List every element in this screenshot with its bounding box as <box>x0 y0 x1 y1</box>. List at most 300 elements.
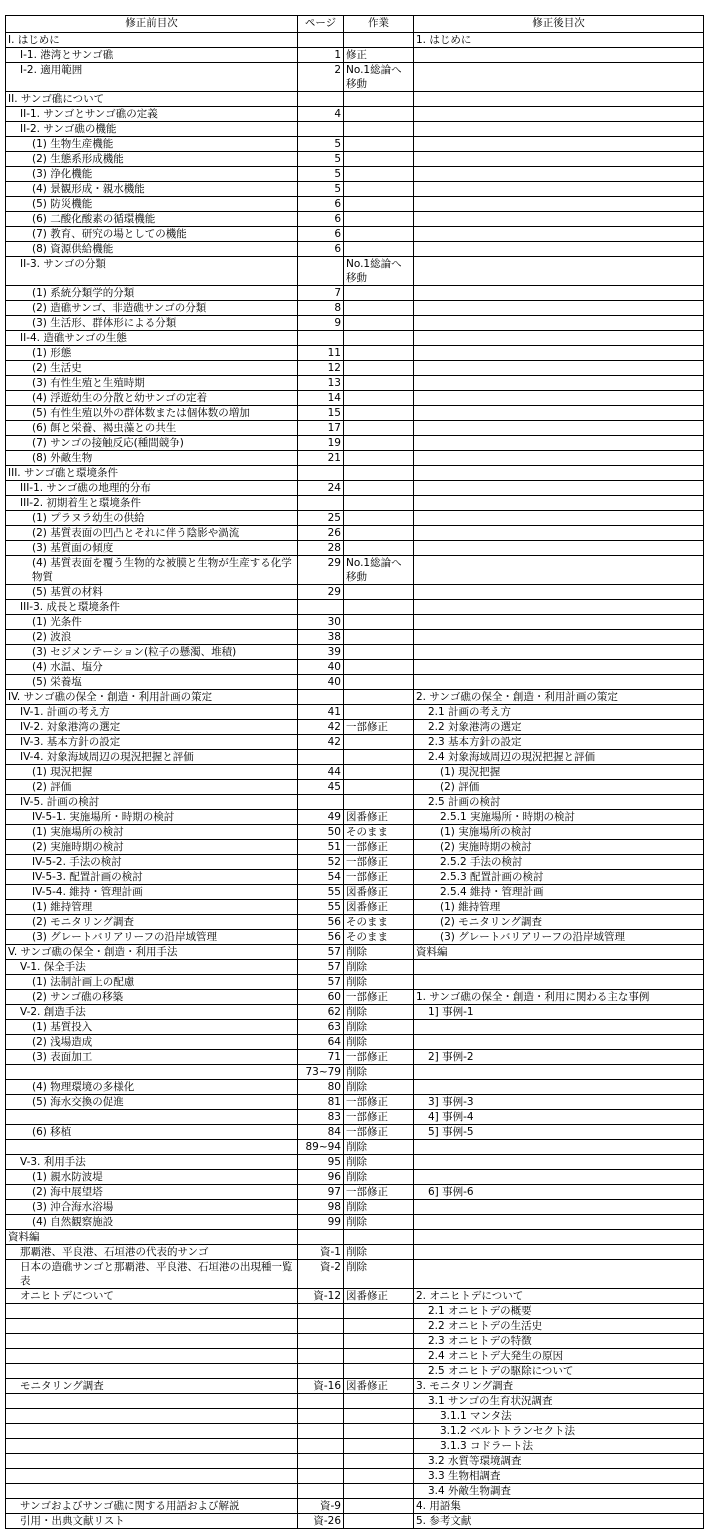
action-cell <box>344 331 414 346</box>
action-cell <box>344 152 414 167</box>
page-cell <box>298 1349 344 1364</box>
action-cell <box>344 1409 414 1424</box>
before-title-cell: (2) 生態系形成機能 <box>6 152 298 167</box>
page-cell: 17 <box>298 421 344 436</box>
page-cell <box>298 466 344 481</box>
after-title-cell <box>414 421 704 436</box>
after-title-cell <box>414 346 704 361</box>
page-cell: 51 <box>298 840 344 855</box>
action-cell: 修正 <box>344 48 414 63</box>
action-cell: 図番修正 <box>344 885 414 900</box>
after-title-cell <box>414 585 704 600</box>
after-title-cell: 2.5.3 配置計画の検討 <box>414 870 704 885</box>
before-title-cell: (3) グレートバリアリーフの沿岸域管理 <box>6 930 298 945</box>
after-title-cell: (1) 現況把握 <box>414 765 704 780</box>
action-cell: 削除 <box>344 1140 414 1155</box>
after-title-cell: 2. オニヒトデについて <box>414 1289 704 1304</box>
page-cell: 6 <box>298 242 344 257</box>
page-cell: 42 <box>298 735 344 750</box>
before-title-cell: (2) サンゴ礁の移築 <box>6 990 298 1005</box>
page-cell: 64 <box>298 1035 344 1050</box>
page-cell <box>298 331 344 346</box>
before-title-cell <box>6 1319 298 1334</box>
action-cell <box>344 316 414 331</box>
page-cell: 6 <box>298 197 344 212</box>
table-row <box>6 331 704 346</box>
before-title-cell <box>6 1439 298 1454</box>
table-row <box>6 1065 704 1080</box>
before-title-cell: IV-5. 計画の検討 <box>6 795 298 810</box>
after-title-cell: 4] 事例-4 <box>414 1110 704 1125</box>
table-row <box>6 541 704 556</box>
action-cell: 一部修正 <box>344 990 414 1005</box>
table-row <box>6 990 704 1005</box>
page-cell <box>298 33 344 48</box>
action-cell <box>344 795 414 810</box>
action-cell <box>344 137 414 152</box>
page-cell: 57 <box>298 960 344 975</box>
action-cell <box>344 242 414 257</box>
after-title-cell <box>414 556 704 585</box>
table-row <box>6 675 704 690</box>
action-cell: 一部修正 <box>344 1095 414 1110</box>
table-row <box>6 690 704 705</box>
after-title-cell <box>414 1230 704 1245</box>
before-title-cell: (2) 波浪 <box>6 630 298 645</box>
page-cell: 5 <box>298 152 344 167</box>
before-title-cell: V-3. 利用手法 <box>6 1155 298 1170</box>
action-cell: No.1総論へ移動 <box>344 63 414 92</box>
action-cell <box>344 735 414 750</box>
action-cell <box>344 1364 414 1379</box>
page-cell: 15 <box>298 406 344 421</box>
table-row <box>6 660 704 675</box>
table-row <box>6 750 704 765</box>
page-cell: 資-16 <box>298 1379 344 1394</box>
action-cell: そのまま <box>344 930 414 945</box>
before-title-cell <box>6 1424 298 1439</box>
before-title-cell: (2) 評価 <box>6 780 298 795</box>
page-cell <box>298 1394 344 1409</box>
table-row <box>6 257 704 286</box>
before-title-cell <box>6 1469 298 1484</box>
after-title-cell <box>414 63 704 92</box>
page-cell <box>298 257 344 286</box>
action-cell <box>344 526 414 541</box>
after-title-cell <box>414 107 704 122</box>
after-title-cell <box>414 496 704 511</box>
after-title-cell: 2.2 対象港湾の選定 <box>414 720 704 735</box>
before-title-cell: (7) サンゴの接触反応(種間競争) <box>6 436 298 451</box>
page-cell <box>298 1439 344 1454</box>
table-row <box>6 975 704 990</box>
before-title-cell: (1) 光条件 <box>6 615 298 630</box>
after-title-cell: 2.4 オニヒトデ大発生の原因 <box>414 1349 704 1364</box>
page-cell: 24 <box>298 481 344 496</box>
table-row <box>6 346 704 361</box>
page-cell: 99 <box>298 1215 344 1230</box>
table-row <box>6 1364 704 1379</box>
action-cell <box>344 690 414 705</box>
page-cell <box>298 1230 344 1245</box>
action-cell <box>344 451 414 466</box>
after-title-cell: 2.5.2 手法の検討 <box>414 855 704 870</box>
after-title-cell <box>414 1200 704 1215</box>
after-title-cell: (2) 実施時期の検討 <box>414 840 704 855</box>
after-title-cell <box>414 406 704 421</box>
before-title-cell: IV-4. 対象海域周辺の現況把握と評価 <box>6 750 298 765</box>
before-title-cell: IV-1. 計画の考え方 <box>6 705 298 720</box>
table-row <box>6 1379 704 1394</box>
page-cell: 63 <box>298 1020 344 1035</box>
before-title-cell: サンゴおよびサンゴ礁に関する用語および解説 <box>6 1499 298 1514</box>
page-cell: 13 <box>298 376 344 391</box>
page-cell: 資-1 <box>298 1245 344 1260</box>
action-cell <box>344 406 414 421</box>
page-cell: 56 <box>298 915 344 930</box>
table-row <box>6 1289 704 1304</box>
after-title-cell <box>414 511 704 526</box>
table-row <box>6 436 704 451</box>
after-title-cell: 1. サンゴ礁の保全・創造・利用に関わる主な事例 <box>414 990 704 1005</box>
table-row <box>6 481 704 496</box>
page-cell: 81 <box>298 1095 344 1110</box>
after-title-cell: 3] 事例-3 <box>414 1095 704 1110</box>
before-title-cell: III. サンゴ礁と環境条件 <box>6 466 298 481</box>
before-title-cell: (5) 海水交換の促進 <box>6 1095 298 1110</box>
before-title-cell: (5) 栄養塩 <box>6 675 298 690</box>
action-cell <box>344 92 414 107</box>
after-title-cell: 2. サンゴ礁の保全・創造・利用計画の策定 <box>414 690 704 705</box>
after-title-cell: 6] 事例-6 <box>414 1185 704 1200</box>
before-title-cell: (5) 基質の材料 <box>6 585 298 600</box>
action-cell <box>344 541 414 556</box>
action-cell <box>344 1484 414 1499</box>
table-row <box>6 930 704 945</box>
before-title-cell: V. サンゴ礁の保全・創造・利用手法 <box>6 945 298 960</box>
after-title-cell <box>414 630 704 645</box>
after-title-cell <box>414 541 704 556</box>
after-title-cell: 2.5.4 維持・管理計画 <box>414 885 704 900</box>
before-title-cell: 那覇港、平良港、石垣港の代表的サンゴ <box>6 1245 298 1260</box>
after-title-cell: 5. 参考文献 <box>414 1514 704 1529</box>
action-cell <box>344 212 414 227</box>
action-cell <box>344 1319 414 1334</box>
before-title-cell: (4) 自然観察施設 <box>6 1215 298 1230</box>
before-title-cell: III-2. 初期着生と環境条件 <box>6 496 298 511</box>
before-title-cell <box>6 1334 298 1349</box>
after-title-cell: 4. 用語集 <box>414 1499 704 1514</box>
after-title-cell: 3.1.2 ベルトトランセクト法 <box>414 1424 704 1439</box>
before-title-cell: II-2. サンゴ礁の機能 <box>6 122 298 137</box>
table-row <box>6 227 704 242</box>
action-cell: 削除 <box>344 1260 414 1289</box>
table-row <box>6 900 704 915</box>
page-cell: 11 <box>298 346 344 361</box>
action-cell <box>344 660 414 675</box>
page-cell: 60 <box>298 990 344 1005</box>
action-cell: 図番修正 <box>344 810 414 825</box>
before-title-cell: (3) セジメンテーション(粒子の懸濁、堆積) <box>6 645 298 660</box>
before-title-cell: モニタリング調査 <box>6 1379 298 1394</box>
action-cell: 一部修正 <box>344 1125 414 1140</box>
before-title-cell: (1) 実施場所の検討 <box>6 825 298 840</box>
table-row <box>6 1334 704 1349</box>
after-title-cell: 1. はじめに <box>414 33 704 48</box>
after-title-cell <box>414 675 704 690</box>
page-cell <box>298 1424 344 1439</box>
table-row <box>6 1020 704 1035</box>
table-row <box>6 33 704 48</box>
after-title-cell: 5] 事例-5 <box>414 1125 704 1140</box>
action-cell <box>344 346 414 361</box>
after-title-cell: 3.1.3 コドラート法 <box>414 1439 704 1454</box>
before-title-cell: (4) 基質表面を覆う生物的な被膜と生物が生産する化学物質 <box>6 556 298 585</box>
page-cell: 9 <box>298 316 344 331</box>
before-title-cell: II. サンゴ礁について <box>6 92 298 107</box>
before-title-cell: IV-5-4. 維持・管理計画 <box>6 885 298 900</box>
page-cell <box>298 750 344 765</box>
action-cell: 削除 <box>344 975 414 990</box>
after-title-cell: 1] 事例-1 <box>414 1005 704 1020</box>
page-cell <box>298 795 344 810</box>
page-cell: 39 <box>298 645 344 660</box>
action-cell <box>344 1394 414 1409</box>
page-cell: 89~94 <box>298 1140 344 1155</box>
page-cell: 55 <box>298 885 344 900</box>
after-title-cell <box>414 48 704 63</box>
after-title-cell: 2.5 オニヒトデの駆除について <box>414 1364 704 1379</box>
before-title-cell: 引用・出典文献リスト <box>6 1514 298 1529</box>
action-cell <box>344 1514 414 1529</box>
before-title-cell <box>6 1394 298 1409</box>
action-cell: 図番修正 <box>344 1379 414 1394</box>
after-title-cell: (3) グレートバリアリーフの沿岸域管理 <box>414 930 704 945</box>
after-title-cell <box>414 301 704 316</box>
page-cell: 資-12 <box>298 1289 344 1304</box>
action-cell <box>344 615 414 630</box>
action-cell <box>344 496 414 511</box>
before-title-cell: (4) 景観形成・親水機能 <box>6 182 298 197</box>
action-cell <box>344 750 414 765</box>
before-title-cell: IV-2. 対象港湾の選定 <box>6 720 298 735</box>
table-row <box>6 1454 704 1469</box>
page-cell: 5 <box>298 137 344 152</box>
table-row <box>6 720 704 735</box>
table-row <box>6 735 704 750</box>
header-before: 修正前目次 <box>6 16 298 33</box>
page-cell: 57 <box>298 945 344 960</box>
action-cell <box>344 1334 414 1349</box>
after-title-cell <box>414 1140 704 1155</box>
after-title-cell <box>414 1260 704 1289</box>
before-title-cell <box>6 1110 298 1125</box>
table-row <box>6 1110 704 1125</box>
before-title-cell <box>6 1364 298 1379</box>
before-title-cell: (1) 生物生産機能 <box>6 137 298 152</box>
page-cell <box>298 1304 344 1319</box>
before-title-cell: (2) モニタリング調査 <box>6 915 298 930</box>
table-row <box>6 1050 704 1065</box>
table-row <box>6 960 704 975</box>
page-cell: 資-26 <box>298 1514 344 1529</box>
action-cell <box>344 301 414 316</box>
after-title-cell: 3.4 外敵生物調査 <box>414 1484 704 1499</box>
action-cell <box>344 376 414 391</box>
before-title-cell <box>6 1484 298 1499</box>
before-title-cell: II-3. サンゴの分類 <box>6 257 298 286</box>
action-cell <box>344 1439 414 1454</box>
page-cell: 資-2 <box>298 1260 344 1289</box>
action-cell <box>344 705 414 720</box>
before-title-cell: (6) 餌と栄養、褐虫藻との共生 <box>6 421 298 436</box>
table-row <box>6 1035 704 1050</box>
before-title-cell: 日本の造礁サンゴと那覇港、平良港、石垣港の出現種一覧表 <box>6 1260 298 1289</box>
action-cell: そのまま <box>344 915 414 930</box>
before-title-cell: I. はじめに <box>6 33 298 48</box>
after-title-cell: (2) 評価 <box>414 780 704 795</box>
after-title-cell <box>414 361 704 376</box>
before-title-cell: (2) 生活史 <box>6 361 298 376</box>
table-row <box>6 1349 704 1364</box>
after-title-cell: (1) 維持管理 <box>414 900 704 915</box>
after-title-cell <box>414 526 704 541</box>
table-row <box>6 945 704 960</box>
after-title-cell <box>414 960 704 975</box>
table-row <box>6 1304 704 1319</box>
after-title-cell <box>414 615 704 630</box>
after-title-cell <box>414 122 704 137</box>
page-cell <box>298 1469 344 1484</box>
page-cell: 38 <box>298 630 344 645</box>
table-row <box>6 63 704 92</box>
table-row <box>6 825 704 840</box>
after-title-cell <box>414 481 704 496</box>
page-cell: 4 <box>298 107 344 122</box>
action-cell: 削除 <box>344 960 414 975</box>
after-title-cell: 3.2 水質等環境調査 <box>414 1454 704 1469</box>
before-title-cell: (2) 造礁サンゴ、非造礁サンゴの分類 <box>6 301 298 316</box>
before-title-cell: (3) 浄化機能 <box>6 167 298 182</box>
table-row <box>6 421 704 436</box>
after-title-cell: 2] 事例-2 <box>414 1050 704 1065</box>
page-cell: 29 <box>298 556 344 585</box>
table-row <box>6 152 704 167</box>
action-cell <box>344 1499 414 1514</box>
before-title-cell: I-1. 港湾とサンゴ礁 <box>6 48 298 63</box>
after-title-cell: 2.3 基本方針の設定 <box>414 735 704 750</box>
before-title-cell <box>6 1454 298 1469</box>
action-cell <box>344 765 414 780</box>
table-row <box>6 1230 704 1245</box>
table-row <box>6 810 704 825</box>
page-cell: 25 <box>298 511 344 526</box>
page-cell: 97 <box>298 1185 344 1200</box>
after-title-cell <box>414 152 704 167</box>
action-cell: No.1総論へ移動 <box>344 556 414 585</box>
action-cell: 一部修正 <box>344 855 414 870</box>
table-row <box>6 1319 704 1334</box>
page-cell <box>298 600 344 615</box>
page-cell <box>298 122 344 137</box>
before-title-cell: (3) 有性生殖と生殖時期 <box>6 376 298 391</box>
action-cell: 図番修正 <box>344 1289 414 1304</box>
table-row <box>6 1394 704 1409</box>
before-title-cell: (2) 浅場造成 <box>6 1035 298 1050</box>
before-title-cell: (3) 表面加工 <box>6 1050 298 1065</box>
after-title-cell <box>414 167 704 182</box>
table-row <box>6 1125 704 1140</box>
after-title-cell <box>414 1080 704 1095</box>
before-title-cell: (7) 教育、研究の場としての機能 <box>6 227 298 242</box>
action-cell <box>344 1454 414 1469</box>
table-row <box>6 197 704 212</box>
page-cell: 40 <box>298 660 344 675</box>
table-row <box>6 585 704 600</box>
before-title-cell: V-1. 保全手法 <box>6 960 298 975</box>
table-row <box>6 92 704 107</box>
after-title-cell <box>414 182 704 197</box>
after-title-cell: 資料編 <box>414 945 704 960</box>
action-cell: 削除 <box>344 945 414 960</box>
page-cell: 19 <box>298 436 344 451</box>
action-cell <box>344 107 414 122</box>
table-row <box>6 466 704 481</box>
action-cell <box>344 421 414 436</box>
page-cell: 41 <box>298 705 344 720</box>
table-row <box>6 705 704 720</box>
page-cell: 55 <box>298 900 344 915</box>
before-title-cell: (1) 形態 <box>6 346 298 361</box>
table-row <box>6 376 704 391</box>
after-title-cell: 3.3 生物相調査 <box>414 1469 704 1484</box>
before-title-cell: (3) 生活形、群体形による分類 <box>6 316 298 331</box>
before-title-cell: I-2. 適用範囲 <box>6 63 298 92</box>
action-cell: 削除 <box>344 1005 414 1020</box>
page-cell: 73~79 <box>298 1065 344 1080</box>
page-cell: 45 <box>298 780 344 795</box>
after-title-cell <box>414 212 704 227</box>
action-cell: 一部修正 <box>344 1050 414 1065</box>
action-cell <box>344 361 414 376</box>
page-cell: 50 <box>298 825 344 840</box>
table-row <box>6 511 704 526</box>
action-cell <box>344 436 414 451</box>
action-cell <box>344 227 414 242</box>
table-row <box>6 600 704 615</box>
before-title-cell: (2) 実施時期の検討 <box>6 840 298 855</box>
before-title-cell: (1) 維持管理 <box>6 900 298 915</box>
table-row <box>6 885 704 900</box>
table-row <box>6 286 704 301</box>
table-row <box>6 1215 704 1230</box>
action-cell <box>344 1424 414 1439</box>
page-cell <box>298 1364 344 1379</box>
before-title-cell: IV-5-1. 実施場所・時期の検討 <box>6 810 298 825</box>
page-cell: 44 <box>298 765 344 780</box>
after-title-cell <box>414 316 704 331</box>
page-cell: 7 <box>298 286 344 301</box>
page-cell: 2 <box>298 63 344 92</box>
before-title-cell: II-1. サンゴとサンゴ礁の定義 <box>6 107 298 122</box>
before-title-cell: (4) 水温、塩分 <box>6 660 298 675</box>
table-row <box>6 1095 704 1110</box>
before-title-cell: (1) プラヌラ幼生の供給 <box>6 511 298 526</box>
page-cell: 21 <box>298 451 344 466</box>
action-cell: 一部修正 <box>344 870 414 885</box>
before-title-cell: (1) 親水防波堤 <box>6 1170 298 1185</box>
table-row <box>6 615 704 630</box>
